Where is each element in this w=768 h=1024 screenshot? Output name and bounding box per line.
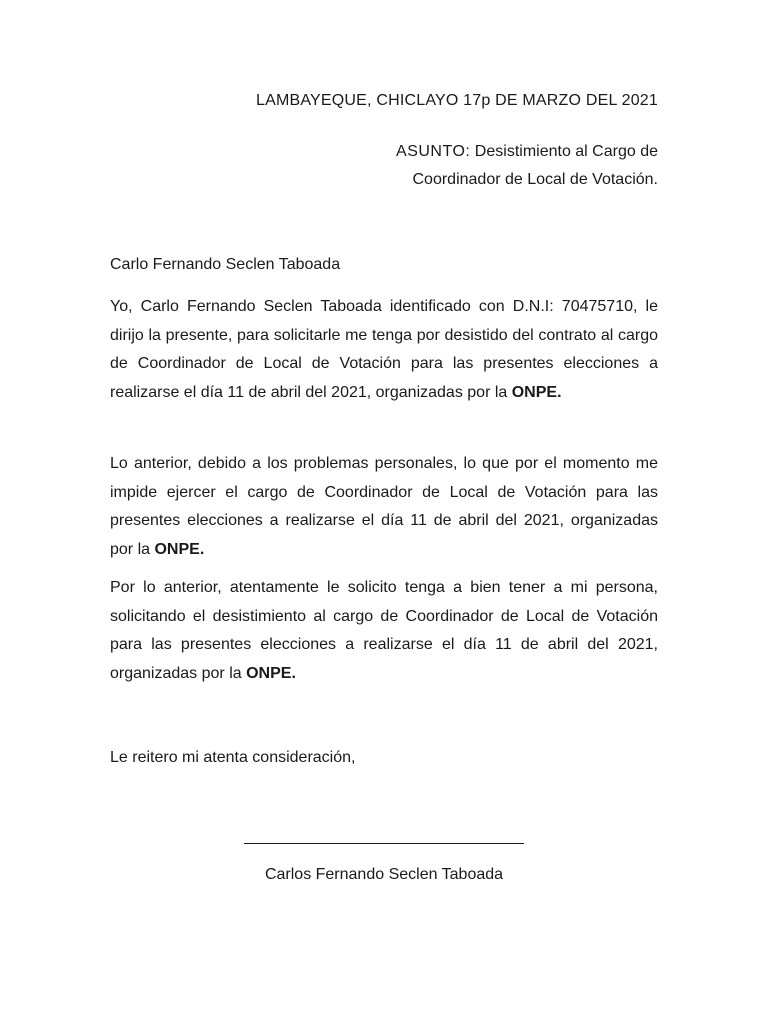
addressee: Carlo Fernando Seclen Taboada: [110, 256, 341, 273]
paragraph-3-text: Por lo anterior, atentamente le solicito tenga a bien tener a mi persona, solicitando el desistimiento al cargo de Coordinador de Local de Votación para las presentes elecciones a realizarse el día 11 de abril del 2021, organizadas por la: [110, 579, 658, 682]
paragraph-2-text: Lo anterior, debido a los problemas personales, lo que por el momento me impide ejercer el cargo de Coordinador de Local de Votación para las presentes elecciones a realizarse el día 11 de abril del 2021, organizadas por la: [110, 455, 658, 558]
paragraph-3: [110, 574, 658, 688]
subject-label: ASUNTO:: [396, 143, 471, 160]
signature-name: Carlos Fernando Seclen Taboada: [264, 866, 504, 883]
paragraph-2-org: ONPE.: [154, 540, 205, 558]
closing-line: Le reitero mi atenta consideración,: [110, 749, 356, 766]
subject-line-1: [358, 138, 658, 166]
signature-line: [244, 843, 524, 844]
paragraph-1-org: ONPE.: [511, 383, 562, 401]
subject-text-1: Desistimiento al Cargo de: [470, 143, 658, 160]
subject-line-2: Coordinador de Local de Votación.: [412, 171, 658, 188]
subject-block: [358, 138, 658, 194]
date-line: LAMBAYEQUE, CHICLAYO 17p DE MARZO DEL 2021: [255, 92, 658, 109]
paragraph-1: [110, 293, 658, 407]
paragraph-1-text: Yo, Carlo Fernando Seclen Taboada identificado con D.N.I: 70475710, le dirijo la presente, para solicitarle me tenga por desistido del contrato al cargo de Coordinador de Local de Votación para las presentes elecciones a realizarse el día 11 de abril del 2021, organizadas por la: [110, 298, 658, 401]
paragraph-3-org: ONPE.: [246, 664, 296, 682]
paragraph-2: [110, 450, 658, 564]
